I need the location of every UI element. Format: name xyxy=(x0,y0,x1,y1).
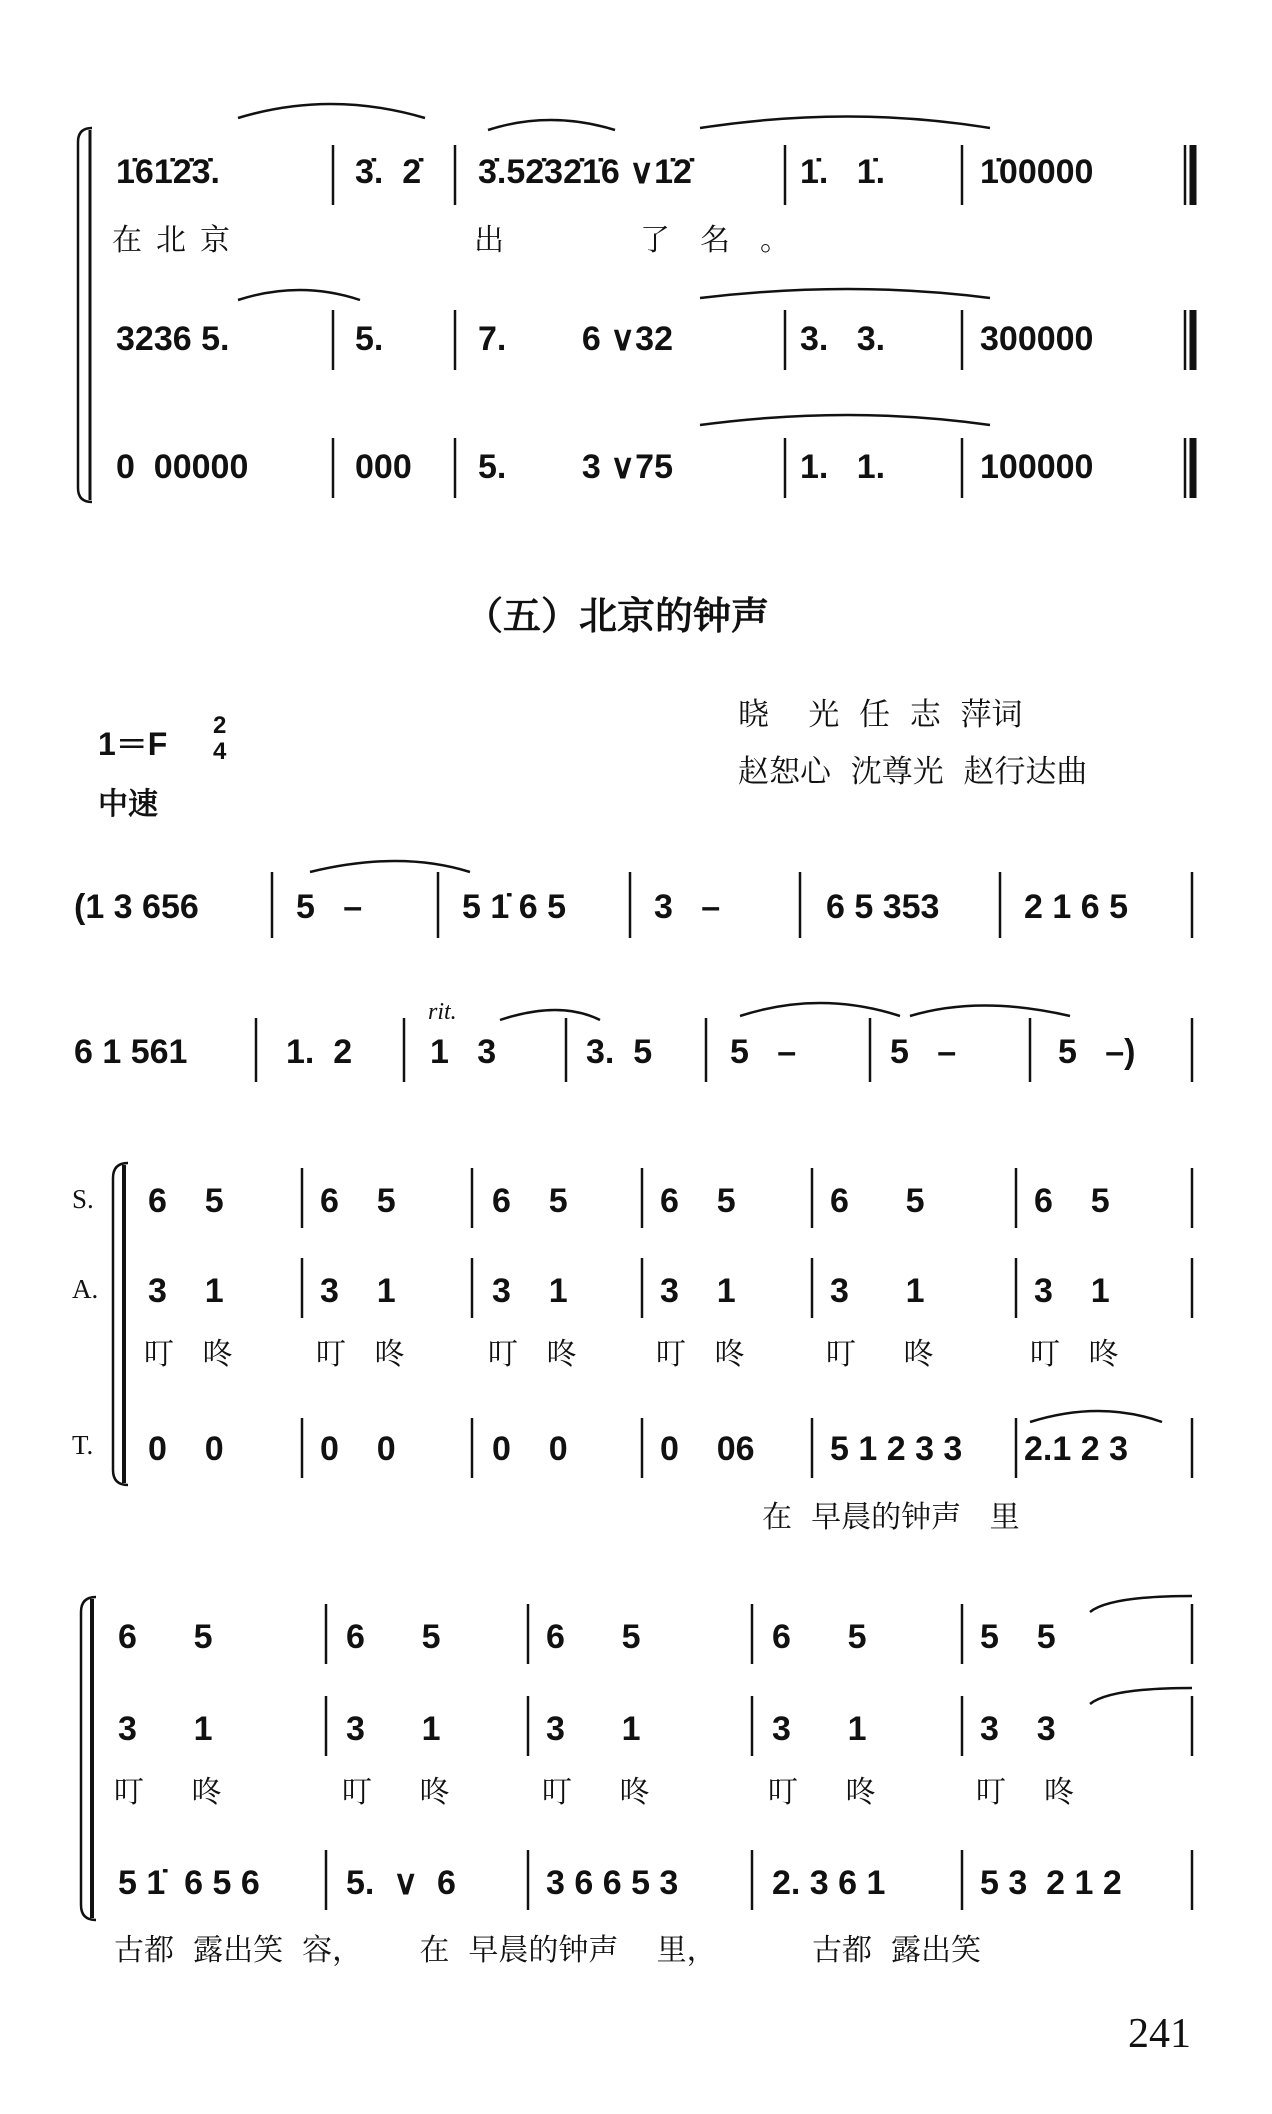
continuation-soprano-m4: 1̇. 1̇. xyxy=(800,153,886,191)
tie-start xyxy=(1090,1596,1192,1612)
intro-m11: 5 – xyxy=(730,1033,797,1071)
intro-m8: 1. 2 xyxy=(286,1033,353,1071)
s2-tenor-lyric: 古都 露出笑 容， 在 早晨的钟声 里， 古都 露出笑 xyxy=(114,1933,982,1968)
s1-tenor-m1: 0 0 xyxy=(148,1430,224,1468)
intro-m10: 3. 5 xyxy=(586,1033,653,1071)
continuation-soprano-m5: 1̇00000 xyxy=(980,153,1094,191)
s2-alto-m3: 3 1 xyxy=(546,1710,641,1748)
intro-m7: 6 1 561 xyxy=(74,1033,188,1071)
continuation-tenor-m2: 000 xyxy=(355,448,412,486)
label-tenor: T. xyxy=(72,1430,94,1460)
tie xyxy=(700,117,990,129)
s1-alto-m2: 3 1 xyxy=(320,1272,396,1310)
intro-m2: 5 – xyxy=(296,888,363,926)
continuation-alto-m5: 300000 xyxy=(980,320,1094,358)
s2-dingdong-5: 叮 咚 xyxy=(976,1775,1075,1810)
s1-dingdong-6: 叮 咚 xyxy=(1030,1337,1119,1372)
continuation-lyric-3: 了名。 xyxy=(640,223,820,258)
rit-marking: rit. xyxy=(428,999,457,1025)
tie xyxy=(910,1006,1070,1017)
intro-m1: (1 3 656 xyxy=(74,888,199,926)
key-signature: 1＝F xyxy=(98,726,168,762)
intro-m3: 5 1̇ 6 5 xyxy=(462,888,566,926)
s1-soprano-m6: 6 5 xyxy=(1034,1182,1110,1220)
tie xyxy=(740,1003,900,1016)
tempo-marking: 中速 xyxy=(98,787,158,822)
composer-credit: 赵恕心 沈尊光 赵行达曲 xyxy=(738,754,1088,790)
slur xyxy=(488,120,615,130)
continuation-alto-m3: 7. 6 ∨32 xyxy=(478,320,673,358)
continuation-tenor-m3: 5. 3 ∨75 xyxy=(478,448,673,486)
piece-title: （五）北京的钟声 xyxy=(465,594,770,638)
time-signature-numerator: 2 xyxy=(213,712,227,739)
s1-soprano-m2: 6 5 xyxy=(320,1182,396,1220)
s1-tenor-m3: 0 0 xyxy=(492,1430,568,1468)
s2-tenor-m4: 2. 3 6 1 xyxy=(772,1864,886,1902)
continuation-soprano-m2: 3̇. 2̇ xyxy=(355,153,422,191)
s2-tenor-m5: 5 3 2 1 2 xyxy=(980,1864,1122,1902)
s1-tenor-m4: 0 06 xyxy=(660,1430,755,1468)
intro-m4: 3 – xyxy=(654,888,721,926)
tie xyxy=(238,104,425,118)
continuation-tenor-m5: 100000 xyxy=(980,448,1094,486)
s2-tenor-m3: 3 6 6 5 3 xyxy=(546,1864,679,1902)
tie xyxy=(238,290,360,300)
s1-alto-m6: 3 1 xyxy=(1034,1272,1110,1310)
s2-soprano-m1: 6 5 xyxy=(118,1618,213,1656)
intro-m9: 1 3 xyxy=(430,1033,497,1071)
s2-alto-m2: 3 1 xyxy=(346,1710,441,1748)
intro-m13: 5 –) xyxy=(1058,1033,1136,1071)
s1-soprano-m3: 6 5 xyxy=(492,1182,568,1220)
tie-start xyxy=(1090,1688,1192,1704)
page-number: 241 xyxy=(1128,2011,1191,2057)
tie xyxy=(700,289,990,298)
system-2-graphics xyxy=(81,1596,1192,1920)
continuation-tenor-m4: 1. 1. xyxy=(800,448,886,486)
s1-tenor-m2: 0 0 xyxy=(320,1430,396,1468)
continuation-alto-m2: 5. xyxy=(355,320,384,358)
s1-dingdong-4: 叮 咚 xyxy=(656,1337,745,1372)
s2-dingdong-1: 叮 咚 xyxy=(114,1775,222,1810)
s1-tenor-lyric: 在 早晨的钟声 里 xyxy=(762,1500,1020,1535)
tie xyxy=(310,861,470,872)
s1-tenor-m6: 2.1 2 3 xyxy=(1024,1430,1128,1468)
s2-alto-m1: 3 1 xyxy=(118,1710,213,1748)
s2-tenor-m2: 5. ∨ 6 xyxy=(346,1864,456,1902)
continuation-soprano-m1: 1̇61̇2̇3̇. xyxy=(116,153,220,191)
s2-dingdong-4: 叮 咚 xyxy=(768,1775,876,1810)
time-signature-denominator: 4 xyxy=(213,738,227,765)
continuation-graphics xyxy=(78,104,1193,502)
s2-alto-m4: 3 1 xyxy=(772,1710,867,1748)
label-alto: A. xyxy=(72,1274,99,1304)
continuation-alto-m1: 3236 5. xyxy=(116,320,230,358)
tie xyxy=(700,415,990,425)
s2-alto-m5: 3 3 xyxy=(980,1710,1056,1748)
s2-soprano-m3: 6 5 xyxy=(546,1618,641,1656)
intro-m5: 6 5 353 xyxy=(826,888,940,926)
s1-dingdong-5: 叮 咚 xyxy=(826,1337,934,1372)
s1-dingdong-2: 叮 咚 xyxy=(316,1337,405,1372)
label-soprano: S. xyxy=(72,1184,94,1214)
s1-soprano-m4: 6 5 xyxy=(660,1182,736,1220)
continuation-tenor-m1: 0 00000 xyxy=(116,448,249,486)
s1-alto-m1: 3 1 xyxy=(148,1272,224,1310)
slur xyxy=(1030,1411,1162,1422)
intro-m12: 5 – xyxy=(890,1033,957,1071)
continuation-soprano-m3: 3̇.52̇32̇1̇6 ∨1̇2̇ xyxy=(478,153,692,191)
s1-alto-m3: 3 1 xyxy=(492,1272,568,1310)
s1-soprano-m5: 6 5 xyxy=(830,1182,925,1220)
s2-dingdong-3: 叮 咚 xyxy=(542,1775,650,1810)
s1-tenor-m5: 5 1 2 3 3 xyxy=(830,1430,963,1468)
s1-dingdong-3: 叮 咚 xyxy=(488,1337,577,1372)
s1-soprano-m1: 6 5 xyxy=(148,1182,224,1220)
intro-m6: 2 1 6 5 xyxy=(1024,888,1128,926)
tie xyxy=(500,1010,600,1020)
s2-soprano-m2: 6 5 xyxy=(346,1618,441,1656)
lyricist-credit: 晓 光 任 志 萍词 xyxy=(738,697,1023,733)
system-1-graphics xyxy=(113,1163,1192,1485)
continuation-alto-m4: 3. 3. xyxy=(800,320,886,358)
continuation-lyric-1: 在北京 xyxy=(112,223,244,258)
s1-alto-m4: 3 1 xyxy=(660,1272,736,1310)
intro-graphics xyxy=(256,861,1192,1082)
s1-dingdong-1: 叮 咚 xyxy=(144,1337,233,1372)
s2-soprano-m4: 6 5 xyxy=(772,1618,867,1656)
s2-tenor-m1: 5 1̇ 6 5 6 xyxy=(118,1864,260,1902)
s2-dingdong-2: 叮 咚 xyxy=(342,1775,450,1810)
continuation-lyric-2: 出 xyxy=(474,223,504,258)
s2-soprano-m5: 5 5 xyxy=(980,1618,1056,1656)
s1-alto-m5: 3 1 xyxy=(830,1272,925,1310)
